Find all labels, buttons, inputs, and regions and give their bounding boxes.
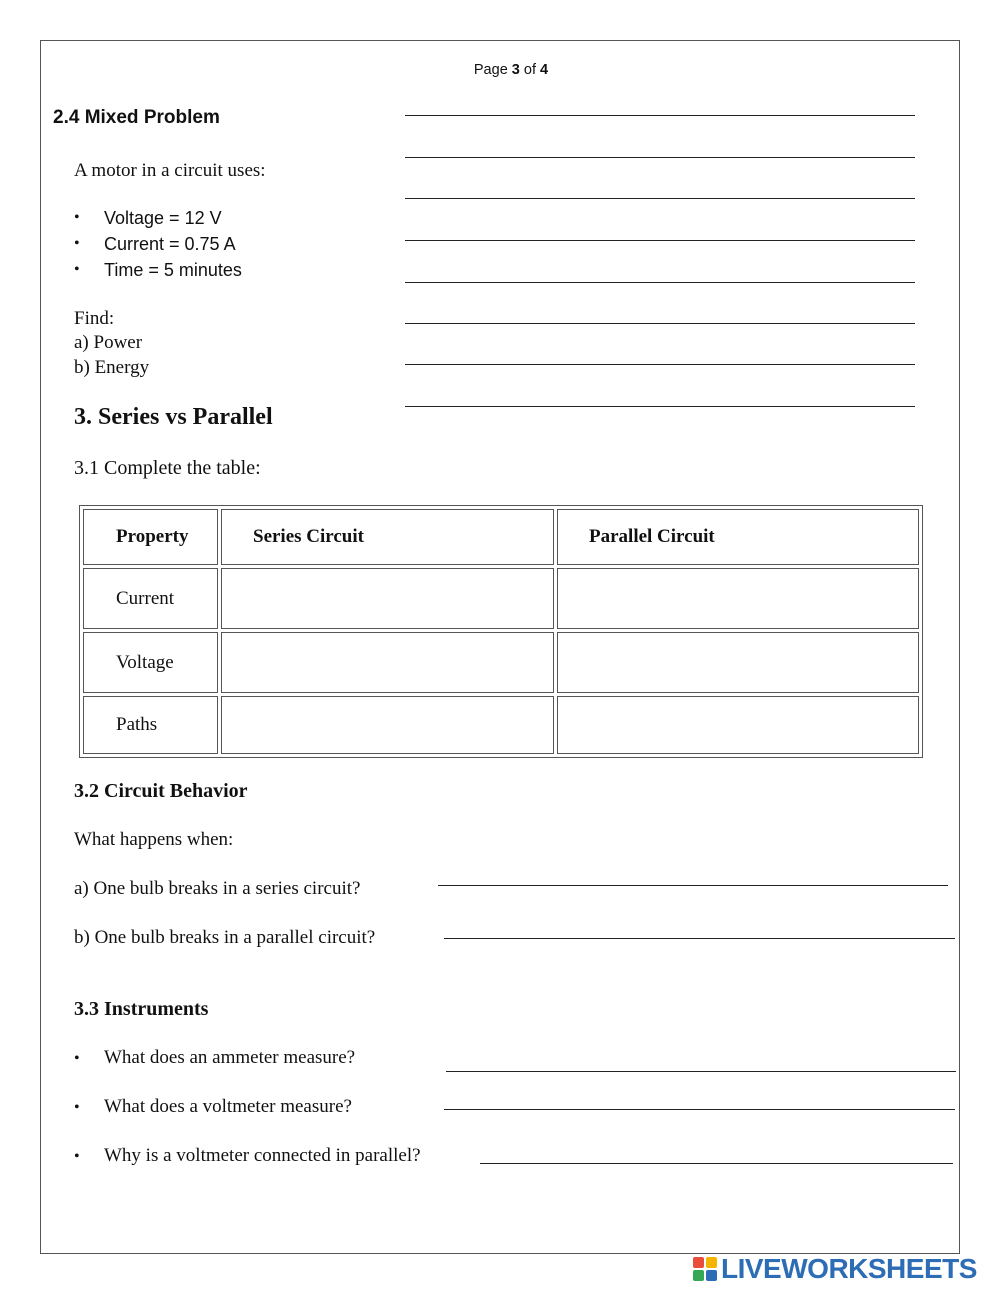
answer-line-3-2-b[interactable] bbox=[444, 938, 955, 939]
cell-current-parallel[interactable] bbox=[557, 568, 919, 629]
answer-line-voltmeter[interactable] bbox=[444, 1109, 955, 1110]
bullet-dot: • bbox=[74, 261, 80, 278]
section-2-4-title: 2.4 Mixed Problem bbox=[53, 107, 220, 128]
bullet-dot: • bbox=[74, 1148, 80, 1165]
section-3-title: 3. Series vs Parallel bbox=[74, 404, 273, 430]
given-time: Time = 5 minutes bbox=[104, 260, 242, 280]
answer-line-5[interactable] bbox=[405, 282, 915, 283]
question-ammeter: What does an ammeter measure? bbox=[104, 1047, 356, 1068]
table-header-series: Series Circuit bbox=[221, 509, 554, 565]
table-row-label-paths: Paths bbox=[83, 696, 218, 754]
answer-line-ammeter[interactable] bbox=[446, 1071, 956, 1072]
liveworksheets-logo-icon bbox=[693, 1257, 717, 1281]
cell-voltage-parallel[interactable] bbox=[557, 632, 919, 693]
table-header-property: Property bbox=[83, 509, 218, 565]
bullet-dot: • bbox=[74, 209, 80, 226]
question-voltmeter: What does a voltmeter measure? bbox=[104, 1096, 352, 1117]
cell-paths-parallel[interactable] bbox=[557, 696, 919, 754]
cell-current-series[interactable] bbox=[221, 568, 554, 629]
question-3-2-a: a) One bulb breaks in a series circuit? bbox=[74, 878, 361, 899]
page-number: Page 3 of 4 bbox=[473, 62, 549, 78]
question-3-2-b: b) One bulb breaks in a parallel circuit? bbox=[74, 927, 376, 948]
question-voltmeter-parallel: Why is a voltmeter connected in parallel? bbox=[104, 1145, 421, 1166]
comparison-table bbox=[79, 505, 923, 758]
problem-intro: A motor in a circuit uses: bbox=[74, 160, 266, 181]
find-label: Find: bbox=[74, 308, 115, 329]
bullet-dot: • bbox=[74, 235, 80, 252]
table-header-parallel: Parallel Circuit bbox=[557, 509, 919, 565]
part-a-label: a) Power bbox=[74, 332, 143, 353]
cell-paths-series[interactable] bbox=[221, 696, 554, 754]
bullet-dot: • bbox=[74, 1099, 80, 1116]
cell-voltage-series[interactable] bbox=[221, 632, 554, 693]
answer-line-voltmeter-parallel[interactable] bbox=[480, 1163, 953, 1164]
answer-line-7[interactable] bbox=[405, 364, 915, 365]
table-row-label-voltage: Voltage bbox=[83, 632, 218, 693]
answer-line-6[interactable] bbox=[405, 323, 915, 324]
bullet-dot: • bbox=[74, 1050, 80, 1067]
answer-line-8[interactable] bbox=[405, 406, 915, 407]
section-3-2-title: 3.2 Circuit Behavior bbox=[74, 780, 248, 802]
question-3-2-intro: What happens when: bbox=[74, 829, 234, 850]
answer-line-3[interactable] bbox=[405, 198, 915, 199]
answer-line-1[interactable] bbox=[405, 115, 915, 116]
section-3-3-title: 3.3 Instruments bbox=[74, 998, 209, 1020]
answer-line-2[interactable] bbox=[405, 157, 915, 158]
part-b-label: b) Energy bbox=[74, 357, 150, 378]
answer-line-3-2-a[interactable] bbox=[438, 885, 948, 886]
given-voltage: Voltage = 12 V bbox=[104, 208, 222, 228]
liveworksheets-logo bbox=[693, 1255, 977, 1283]
table-row-label-current: Current bbox=[83, 568, 218, 629]
answer-line-4[interactable] bbox=[405, 240, 915, 241]
logo-text: LIVEWORKSHEETS bbox=[721, 1253, 977, 1284]
question-3-1: 3.1 Complete the table: bbox=[74, 457, 261, 479]
given-current: Current = 0.75 A bbox=[104, 234, 236, 254]
